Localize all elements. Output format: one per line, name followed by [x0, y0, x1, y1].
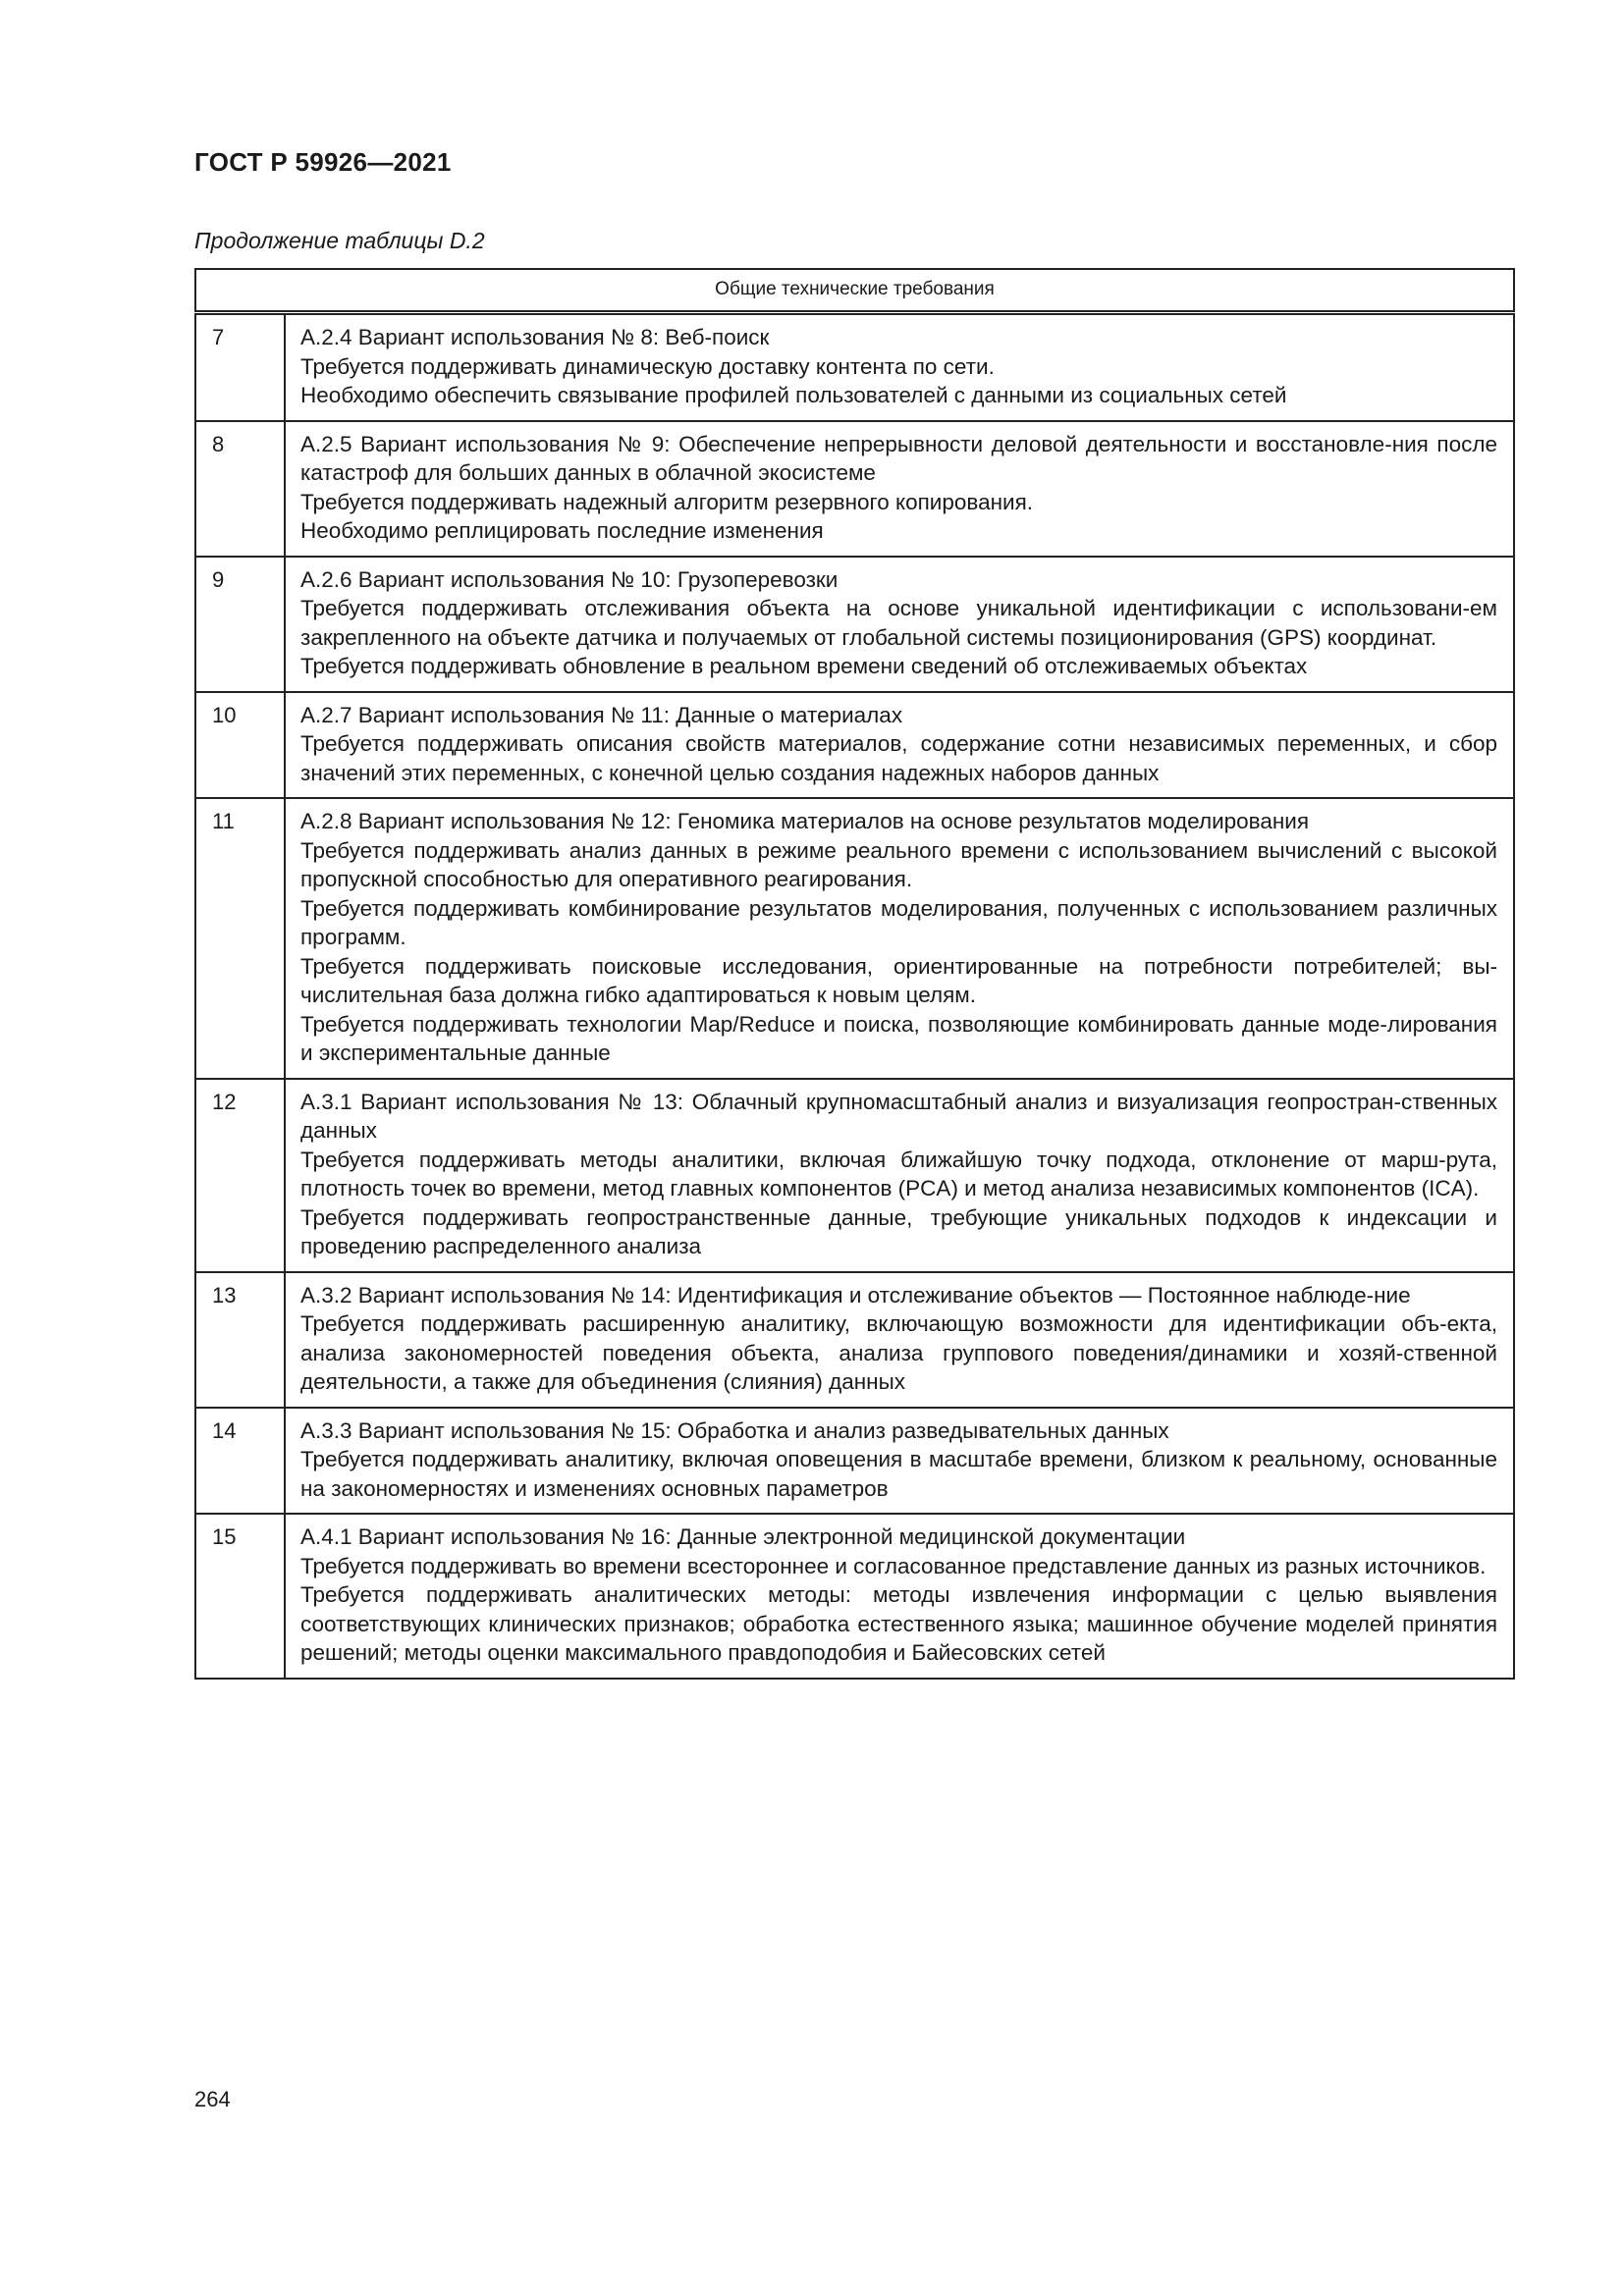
- row-number: 10: [195, 692, 285, 799]
- table-row: [195, 1079, 1514, 1272]
- row-number: 9: [195, 557, 285, 692]
- table-row: [195, 557, 1514, 692]
- requirement-line: Требуется поддерживать отслеживания объекта на основе уникальной идентификации с использовани-ем закрепленного на объекте датчика и получаемых от глобальной системы позиционирования (GPS) координат.: [300, 596, 1497, 650]
- use-case-title: A.3.3 Вариант использования № 15: Обработка и анализ разведывательных данных: [300, 1417, 1169, 1443]
- row-number: 13: [195, 1272, 285, 1408]
- requirement-text: [285, 1514, 1514, 1679]
- row-number: 14: [195, 1408, 285, 1515]
- row-number: 8: [195, 421, 285, 557]
- requirement-text: [285, 692, 1514, 799]
- use-case-title: A.2.5 Вариант использования № 9: Обеспечение непрерывности деловой деятельности и восстановле-ния после катастроф для больших данных в облачной экосистеме: [300, 431, 1497, 485]
- table-row: [195, 692, 1514, 799]
- row-number: 12: [195, 1079, 285, 1272]
- requirement-text: [285, 798, 1514, 1079]
- row-number: 11: [195, 798, 285, 1079]
- requirement-line: Требуется поддерживать аналитических методы: методы извлечения информации с целью выявления соответствующих клинических признаков; обработка естественного языка; машинное обучение моделей принятия решений; методы оценки максимального правдоподобия и Байесовских сетей: [300, 1582, 1497, 1665]
- use-case-title: A.4.1 Вариант использования № 16: Данные электронной медицинской документации: [300, 1524, 1186, 1549]
- requirement-line: Требуется поддерживать описания свойств материалов, содержание сотни независимых переменных, и сбор значений этих переменных, с конечной целью создания надежных наборов данных: [300, 731, 1497, 785]
- requirement-line: Необходимо обеспечить связывание профилей пользователей с данными из социальных сетей: [300, 383, 1287, 407]
- requirement-line: Требуется поддерживать расширенную аналитику, включающую возможности для идентификации объ-екта, анализа закономерностей поведения объекта, анализа группового поведения/динамики и хозяй-ственной деятельности, а также для объединения (слияния) данных: [300, 1311, 1497, 1394]
- requirement-line: Требуется поддерживать во времени всестороннее и согласованное представление данных из разных источников.: [300, 1553, 1487, 1578]
- use-case-title: A.2.6 Вариант использования № 10: Грузоперевозки: [300, 566, 839, 592]
- requirement-line: Требуется поддерживать поисковые исследования, ориентированные на потребности потребителей; вы-числительная база должна гибко адаптироваться к новым целям.: [300, 953, 1497, 1007]
- page-number: 264: [194, 2087, 231, 2111]
- row-number: 15: [195, 1514, 285, 1679]
- requirement-line: Требуется поддерживать аналитику, включая оповещения в масштабе времени, близком к реальному, основанные на закономерностях и изменениях основных параметров: [300, 1447, 1497, 1501]
- row-number: 7: [195, 313, 285, 421]
- table-row: [195, 1514, 1514, 1679]
- requirement-line: Необходимо реплицировать последние изменения: [300, 518, 824, 543]
- requirement-line: Требуется поддерживать комбинирование результатов моделирования, полученных с использованием различных программ.: [300, 895, 1497, 949]
- table-row: [195, 1408, 1514, 1515]
- requirement-text: [285, 1079, 1514, 1272]
- requirement-text: [285, 313, 1514, 421]
- use-case-title: A.2.8 Вариант использования № 12: Геномика материалов на основе результатов моделирования: [300, 809, 1310, 833]
- requirement-line: Требуется поддерживать технологии Map/Reduce и поиска, позволяющие комбинировать данные моде-лирования и экспериментальные данные: [300, 1011, 1497, 1065]
- requirement-line: Требуется поддерживать надежный алгоритм резервного копирования.: [300, 489, 1034, 514]
- requirement-line: Требуется поддерживать динамическую доставку контента по сети.: [300, 353, 995, 379]
- requirements-table: [194, 268, 1515, 1680]
- requirement-text: [285, 421, 1514, 557]
- requirement-line: Требуется поддерживать геопространственные данные, требующие уникальных подходов к индексации и проведению распределенного анализа: [300, 1204, 1497, 1258]
- use-case-title: A.2.7 Вариант использования № 11: Данные о материалах: [300, 702, 903, 727]
- requirement-line: Требуется поддерживать методы аналитики, включая ближайшую точку подхода, отклонение от марш-рута, плотность точек во времени, метод главных компонентов (PCA) и метод анализа независимых компонентов (ICA).: [300, 1147, 1497, 1201]
- table-row: [195, 798, 1514, 1079]
- table-body: [195, 313, 1514, 1679]
- table-header-row: [195, 269, 1514, 313]
- table-row: [195, 421, 1514, 557]
- requirement-line: Требуется поддерживать анализ данных в режиме реального времени с использованием вычислений с высокой пропускной способностью для оперативного реагирования.: [300, 837, 1497, 891]
- requirement-line: Требуется поддерживать обновление в реальном времени сведений об отслеживаемых объектах: [300, 654, 1308, 678]
- requirement-text: [285, 1408, 1514, 1515]
- table-row: [195, 1272, 1514, 1408]
- table-header: Общие технические требования: [195, 269, 1514, 313]
- use-case-title: A.2.4 Вариант использования № 8: Веб-поиск: [300, 325, 770, 349]
- document-code: ГОСТ Р 59926—2021: [194, 147, 452, 177]
- table-row: [195, 313, 1514, 421]
- requirement-text: [285, 557, 1514, 692]
- use-case-title: A.3.2 Вариант использования № 14: Идентификация и отслеживание объектов — Постоянное наблюде-ние: [300, 1282, 1411, 1308]
- requirement-text: [285, 1272, 1514, 1408]
- use-case-title: A.3.1 Вариант использования № 13: Облачный крупномасштабный анализ и визуализация геопростран-ственных данных: [300, 1089, 1497, 1143]
- table-caption: Продолжение таблицы D.2: [194, 228, 485, 253]
